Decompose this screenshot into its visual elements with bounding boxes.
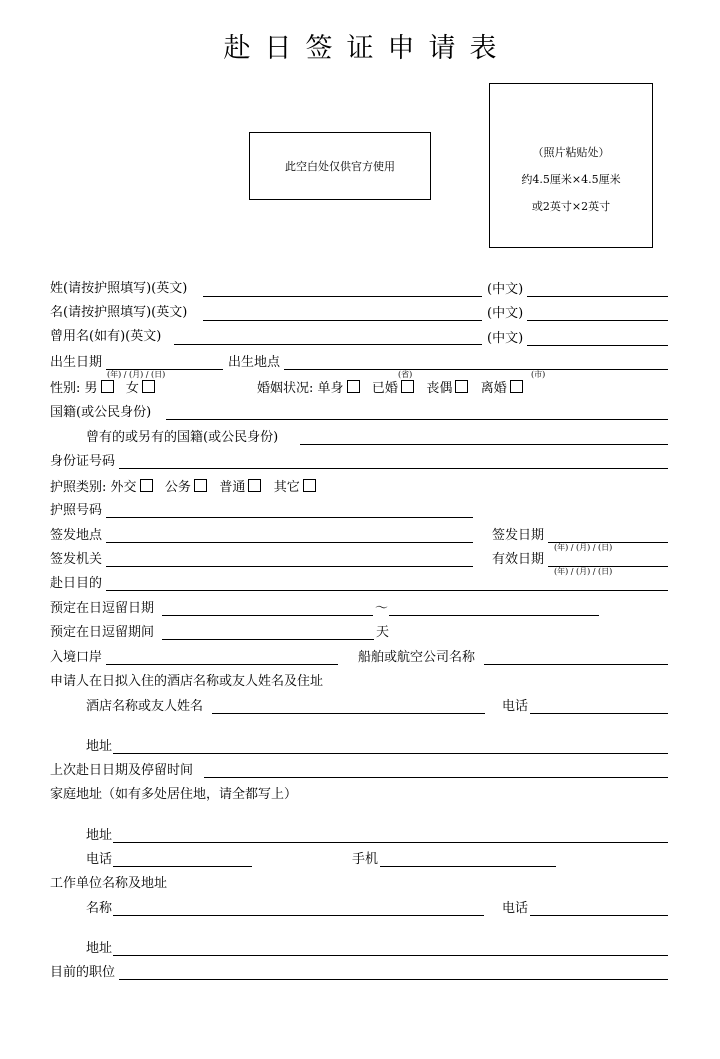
gender-label: 性别: 男 [50,381,98,396]
official-passport-label: 公务 [164,480,191,495]
former-name-cn-label: (中文) [487,331,524,346]
given-cn-label: (中文) [487,306,524,321]
single-checkbox[interactable] [347,380,360,393]
diplomatic-checkbox[interactable] [140,479,153,492]
hotel-heading: 申请人在日拟入住的酒店名称或友人姓名及住址 [50,674,324,689]
official-use-box [249,132,431,200]
employer-name-label: 名称 [86,901,113,916]
purpose-label: 赴日目的 [50,576,103,591]
purpose-field[interactable] [106,590,668,591]
authority-field[interactable] [106,566,473,567]
expiry-date-label: 有效日期 [492,552,545,567]
issue-place-field[interactable] [106,542,473,543]
issue-place-label: 签发地点 [50,528,103,543]
home-address-heading: 家庭地址（如有多处居住地，请全都写上） [50,787,298,802]
page-title: 赴日签证申请表 [223,33,511,64]
stay-dates-label: 预定在日逗留日期 [50,601,155,616]
ordinary-passport-label: 普通 [219,480,246,495]
employer-heading: 工作单位名称及地址 [50,876,168,891]
gender-row [50,380,155,397]
hotel-phone-label: 电话 [502,699,529,714]
mobile-field[interactable] [380,866,556,867]
hotel-phone-field[interactable] [530,713,668,714]
passport-type-row [50,479,316,496]
days-label: 天 [376,625,390,640]
hotel-address-field[interactable] [113,753,668,754]
authority-label: 签发机关 [50,552,103,567]
issue-date-hint: (年) / (月) / (日) [554,543,613,552]
divorced-label: 离婚 [480,381,507,396]
expiry-date-hint: (年) / (月) / (日) [554,567,613,576]
other-passport-label: 其它 [273,480,300,495]
employer-phone-label: 电话 [502,901,529,916]
province-hint: (省) [398,370,413,379]
divorced-checkbox[interactable] [510,380,523,393]
given-en-label: 名(请按护照填写)(英文) [50,305,188,320]
official-passport-checkbox[interactable] [194,479,207,492]
port-label: 入境口岸 [50,650,103,665]
marital-label: 婚姻状况: 单身 [257,381,344,396]
marital-row [257,380,523,397]
married-label: 已婚 [371,381,398,396]
photo-size-cm: 约4.5厘米×4.5厘米 [521,173,621,186]
ship-airline-label: 船舶或航空公司名称 [358,650,476,665]
home-address-label: 地址 [86,828,113,843]
employer-name-field[interactable] [113,915,484,916]
last-visit-field[interactable] [204,777,668,778]
last-visit-label: 上次赴日日期及停留时间 [50,763,194,778]
surname-en-field[interactable] [203,296,482,297]
official-use-label: 此空白处仅供官方使用 [285,160,395,173]
ship-airline-field[interactable] [484,664,668,665]
passport-no-label: 护照号码 [50,503,103,518]
hotel-address-label: 地址 [86,739,113,754]
employer-address-label: 地址 [86,941,113,956]
birth-date-label: 出生日期 [50,355,103,370]
issue-date-label: 签发日期 [492,528,545,543]
married-checkbox[interactable] [401,380,414,393]
photo-size-inch: 或2英寸×2英寸 [531,200,611,213]
birth-place-field[interactable] [284,369,668,370]
widowed-label: 丧偶 [426,381,453,396]
former-name-en-field[interactable] [174,344,482,345]
home-phone-field[interactable] [113,866,252,867]
surname-cn-field[interactable] [527,296,668,297]
stay-start-field[interactable] [162,615,373,616]
city-hint: (市) [531,370,546,379]
former-name-en-label: 曾用名(如有)(英文) [50,329,162,344]
ordinary-passport-checkbox[interactable] [248,479,261,492]
former-nationality-label: 曾有的或另有的国籍(或公民身份) [86,430,279,445]
nationality-field[interactable] [166,419,668,420]
hotel-name-label: 酒店名称或友人姓名 [86,699,204,714]
employer-phone-field[interactable] [530,915,668,916]
tilde-separator: ～ [375,601,389,616]
employer-address-field[interactable] [113,955,668,956]
home-address-field[interactable] [113,842,668,843]
birth-date-hint: (年) / (月) / (日) [107,370,166,379]
nationality-label: 国籍(或公民身份) [50,405,152,420]
given-en-field[interactable] [203,320,482,321]
home-phone-label: 电话 [86,852,113,867]
birth-place-label: 出生地点 [228,355,281,370]
surname-en-label: 姓(请按护照填写)(英文) [50,281,188,296]
position-label: 目前的职位 [50,965,116,980]
position-field[interactable] [119,979,668,980]
stay-end-field[interactable] [389,615,599,616]
male-checkbox[interactable] [101,380,114,393]
photo-label: （照片粘贴处） [532,146,610,159]
id-number-label: 身份证号码 [50,454,116,469]
passport-no-field[interactable] [106,517,473,518]
stay-period-field[interactable] [162,639,374,640]
former-name-cn-field[interactable] [527,345,668,346]
photo-box [489,83,653,248]
port-field[interactable] [106,664,338,665]
surname-cn-label: (中文) [487,282,524,297]
widowed-checkbox[interactable] [455,380,468,393]
former-nationality-field[interactable] [300,444,668,445]
female-label: 女 [125,381,139,396]
hotel-name-field[interactable] [212,713,485,714]
given-cn-field[interactable] [527,320,668,321]
passport-type-label: 护照类别: 外交 [50,480,137,495]
stay-period-label: 预定在日逗留期间 [50,625,155,640]
other-passport-checkbox[interactable] [303,479,316,492]
mobile-label: 手机 [352,852,379,867]
female-checkbox[interactable] [142,380,155,393]
id-number-field[interactable] [119,468,668,469]
